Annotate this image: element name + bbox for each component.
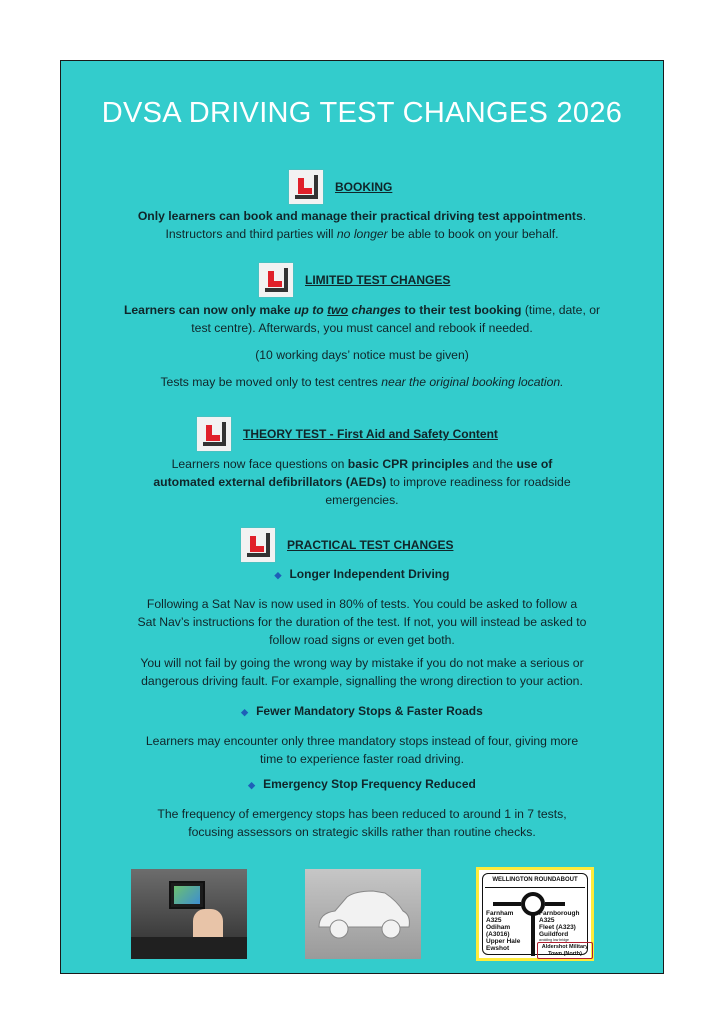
l-plate-icon	[241, 528, 275, 562]
theory-heading	[197, 417, 498, 451]
practical-text: You will not fail by going the wrong way by mistake if you do not make a serious or dangerous driving fault. For example, signalling the wrong direction to your action.	[140, 656, 584, 688]
text: Fewer Mandatory Stops & Faster Roads	[256, 704, 483, 718]
text: Instructors and third parties will	[165, 227, 337, 241]
l-plate-icon	[197, 417, 231, 451]
text: Learners can now only make	[123, 303, 294, 317]
sat-nav-screen	[169, 881, 205, 909]
text: and the	[469, 457, 517, 471]
sign-left-destinations: Farnham A325 Odiham (A3016) Upper Hale Ewshot	[486, 910, 521, 952]
section-heading: BOOKING	[335, 180, 393, 194]
sub-heading	[61, 777, 663, 791]
text: no longer	[336, 227, 388, 241]
limited-text-3	[101, 373, 623, 391]
theory-text	[141, 455, 583, 509]
booking-heading	[289, 170, 392, 204]
limited-text-1	[121, 301, 603, 337]
text: to improve readiness for roadside emergencies.	[325, 475, 571, 507]
sign-right-destinations: Farnborough A325 Fleet (A323) Guildford avoiding low bridge	[539, 910, 580, 942]
sub-heading	[61, 567, 663, 581]
diamond-bullet-icon: ◆	[274, 570, 282, 580]
practical-text: Learners may encounter only three mandatory stops instead of four, giving more time to experience faster road driving.	[145, 734, 579, 766]
text: basic CPR principles	[347, 457, 470, 471]
text: Learners now face questions on	[171, 457, 348, 471]
sub-heading	[61, 704, 663, 718]
car-icon	[305, 869, 421, 959]
page-title: DVSA DRIVING TEST CHANGES 2026	[101, 97, 623, 129]
text: Tests may be moved only to test centres	[160, 375, 382, 389]
text: to their test booking	[400, 303, 522, 317]
section-heading: THEORY TEST - First Aid and Safety Content	[243, 427, 498, 441]
limited-text-2: (10 working days’ notice must be given)	[255, 348, 469, 362]
practical-text: Following a Sat Nav is now used in 80% of tests. You could be asked to follow a Sat Nav’s instructions for the duration of the test. If not, you will instead be asked to follow road signs or even get both.	[137, 597, 587, 647]
text: Longer Independent Driving	[289, 567, 450, 581]
l-plate-icon	[289, 170, 323, 204]
practical-text: The frequency of emergency stops has been reduced to around 1 in 7 tests, focusing assessors on strategic skills rather than routine checks.	[157, 807, 567, 839]
text: be able to book on your behalf.	[387, 227, 559, 241]
diamond-bullet-icon: ◆	[241, 707, 249, 717]
text: Emergency Stop Frequency Reduced	[263, 777, 476, 791]
text: .	[582, 209, 587, 223]
text: (time, date, or test centre). Afterwards, you must cancel and rebook if needed.	[191, 303, 601, 335]
roundabout-sign	[476, 867, 594, 961]
booking-text	[101, 207, 623, 243]
diamond-bullet-icon: ◆	[248, 780, 256, 790]
text: Only learners can book and manage their practical driving test appointments	[137, 209, 583, 223]
sat-nav-photo	[131, 869, 247, 959]
text: near the original booking location.	[381, 375, 564, 389]
section-heading: LIMITED TEST CHANGES	[305, 273, 451, 287]
text: up to	[293, 303, 328, 317]
text: two	[327, 303, 349, 317]
text: use of automated external defibrillators (AEDs)	[153, 457, 553, 489]
section-heading: PRACTICAL TEST CHANGES	[287, 538, 454, 552]
l-plate-icon	[259, 263, 293, 297]
practical-heading	[241, 528, 453, 562]
poster	[60, 60, 664, 974]
limited-heading	[259, 263, 450, 297]
text: changes	[348, 303, 401, 317]
sign-box: Aldershot Military Town (North)	[537, 942, 593, 959]
sign-title: WELLINGTON ROUNDABOUT	[492, 877, 578, 883]
